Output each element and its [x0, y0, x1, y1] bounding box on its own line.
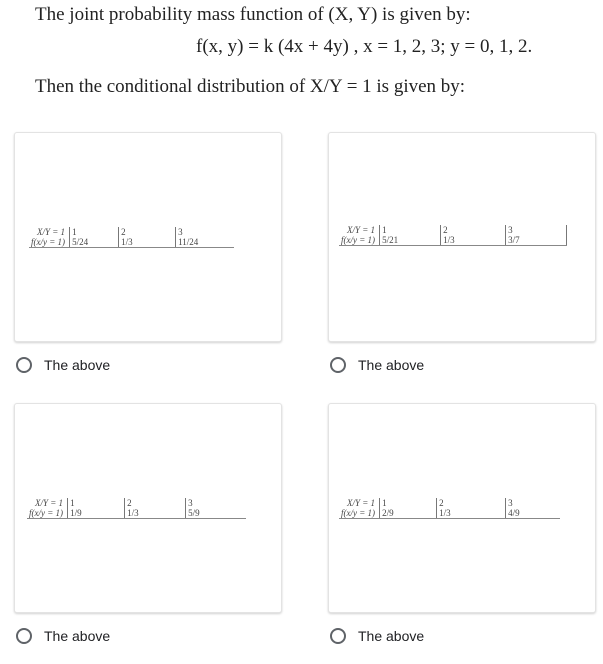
option-1-radio[interactable]	[16, 357, 110, 373]
table-header-cell: 2	[441, 225, 506, 235]
table-row-label: f(x/y = 1)	[27, 508, 68, 519]
radio-circle-icon[interactable]	[16, 357, 32, 373]
option-2-radio[interactable]	[330, 357, 424, 373]
table-header-cell: 2	[119, 227, 176, 237]
table-header-cell: 1	[380, 225, 441, 235]
option-1-distribution-table	[29, 227, 234, 248]
option-4-distribution-table	[339, 498, 560, 519]
table-value-cell: 11/24	[176, 237, 235, 248]
table-header-cell: 1	[68, 498, 125, 508]
table-row-label: X/Y = 1	[346, 225, 376, 235]
option-3-distribution-table	[27, 498, 246, 519]
table-value-cell: 3/7	[506, 235, 567, 246]
table-row-label: X/Y = 1	[34, 498, 64, 508]
option-4-radio[interactable]	[330, 628, 424, 644]
table-header-cell: 3	[176, 227, 235, 237]
table-value-cell: 5/21	[380, 235, 441, 246]
option-label: The above	[358, 628, 425, 644]
option-2-distribution-table	[339, 225, 567, 246]
radio-circle-icon[interactable]	[330, 357, 346, 373]
table-header-cell: 3	[506, 225, 567, 235]
radio-circle-icon[interactable]	[16, 628, 32, 644]
question-line-1: The joint probability mass function of (X, Y) is given by:	[35, 4, 471, 25]
table-value-cell: 1/3	[437, 508, 506, 519]
option-label: The above	[44, 628, 111, 644]
table-value-cell: 1/3	[441, 235, 506, 246]
option-label: The above	[358, 357, 425, 373]
option-4-image-card[interactable]	[328, 403, 596, 613]
table-row-label: X/Y = 1	[346, 498, 376, 508]
option-2-image-card[interactable]	[328, 132, 596, 342]
table-row-label: X/Y = 1	[36, 227, 66, 237]
table-header-cell: 1	[70, 227, 119, 237]
radio-circle-icon[interactable]	[330, 628, 346, 644]
option-1-image-card[interactable]	[14, 132, 282, 342]
question-formula: f(x, y) = k (4x + 4y) , x = 1, 2, 3; y = 0, 1, 2.	[196, 36, 533, 57]
question-line-3: Then the conditional distribution of X/Y = 1 is given by:	[35, 76, 466, 97]
table-value-cell: 4/9	[506, 508, 561, 519]
table-header-cell: 2	[125, 498, 186, 508]
table-header-cell: 1	[380, 498, 437, 508]
table-row-label: f(x/y = 1)	[339, 508, 380, 519]
table-value-cell: 1/3	[119, 237, 176, 248]
table-value-cell: 1/9	[68, 508, 125, 519]
table-header-cell: 2	[437, 498, 506, 508]
table-header-cell: 3	[506, 498, 561, 508]
table-value-cell: 2/9	[380, 508, 437, 519]
option-3-image-card[interactable]	[14, 403, 282, 613]
table-value-cell: 1/3	[125, 508, 186, 519]
option-label: The above	[44, 357, 111, 373]
option-3-radio[interactable]	[16, 628, 110, 644]
table-row-label: f(x/y = 1)	[29, 237, 70, 248]
table-value-cell: 5/24	[70, 237, 119, 248]
table-row-label: f(x/y = 1)	[339, 235, 380, 246]
table-header-cell: 3	[186, 498, 247, 508]
table-value-cell: 5/9	[186, 508, 247, 519]
